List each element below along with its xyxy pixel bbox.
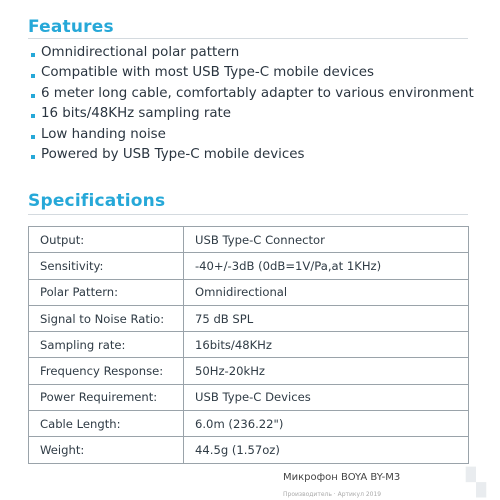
spec-value: 75 dB SPL xyxy=(184,305,469,331)
feature-text: Powered by USB Type-C mobile devices xyxy=(41,146,305,162)
spec-label: Weight: xyxy=(29,437,184,463)
spec-value: 44.5g (1.57oz) xyxy=(184,437,469,463)
features-list xyxy=(30,43,474,165)
bullet-icon xyxy=(31,135,35,139)
table-row xyxy=(29,384,469,410)
features-divider xyxy=(28,38,468,39)
table-row xyxy=(29,279,469,305)
bullet-icon xyxy=(31,74,35,78)
specifications-table xyxy=(28,226,469,464)
spec-label: Frequency Response: xyxy=(29,358,184,384)
feature-item xyxy=(30,104,474,124)
spec-value: USB Type-C Connector xyxy=(184,227,469,253)
table-row xyxy=(29,305,469,331)
product-caption-subtext: Производитель · Артикул 2019 xyxy=(283,491,382,498)
spec-label: Sampling rate: xyxy=(29,332,184,358)
bullet-icon xyxy=(31,94,35,98)
spec-value: 50Hz-20kHz xyxy=(184,358,469,384)
bullet-icon xyxy=(31,53,35,57)
feature-text: Omnidirectional polar pattern xyxy=(41,45,240,60)
feature-text: 6 meter long cable, comfortably adapter to various environment xyxy=(41,85,474,101)
spec-label: Polar Pattern: xyxy=(29,279,184,305)
spec-label: Output: xyxy=(29,227,184,253)
bullet-icon xyxy=(31,155,35,159)
feature-text: 16 bits/48KHz sampling rate xyxy=(41,106,232,122)
feature-item xyxy=(30,84,474,104)
table-row xyxy=(29,437,469,463)
spec-value: USB Type-C Devices xyxy=(184,384,469,410)
specifications-divider xyxy=(28,214,468,215)
table-row xyxy=(29,332,469,358)
feature-item xyxy=(30,43,474,63)
feature-item xyxy=(30,125,474,145)
table-row xyxy=(29,253,469,279)
spec-label: Signal to Noise Ratio: xyxy=(29,305,184,331)
spec-label: Cable Length: xyxy=(29,411,184,437)
bullet-icon xyxy=(31,114,35,118)
specifications-heading: Specifications xyxy=(28,191,166,211)
table-row xyxy=(29,411,469,437)
spec-value: Omnidirectional xyxy=(184,279,469,305)
table-row xyxy=(29,358,469,384)
table-row xyxy=(29,227,469,253)
feature-text: Low handing noise xyxy=(41,126,166,142)
feature-item xyxy=(30,63,474,83)
watermark-icon: ▚ xyxy=(466,468,486,498)
features-heading: Features xyxy=(28,17,114,37)
spec-value: 16bits/48KHz xyxy=(184,332,469,358)
spec-value: 6.0m (236.22") xyxy=(184,411,469,437)
spec-label: Power Requirement: xyxy=(29,384,184,410)
spec-value: -40+/-3dB (0dB=1V/Pa,at 1KHz) xyxy=(184,253,469,279)
feature-item xyxy=(30,145,474,165)
spec-label: Sensitivity: xyxy=(29,253,184,279)
feature-text: Compatible with most USB Type-C mobile devices xyxy=(41,65,374,81)
product-caption: Микрофон BOYA BY-M3 xyxy=(283,472,401,483)
